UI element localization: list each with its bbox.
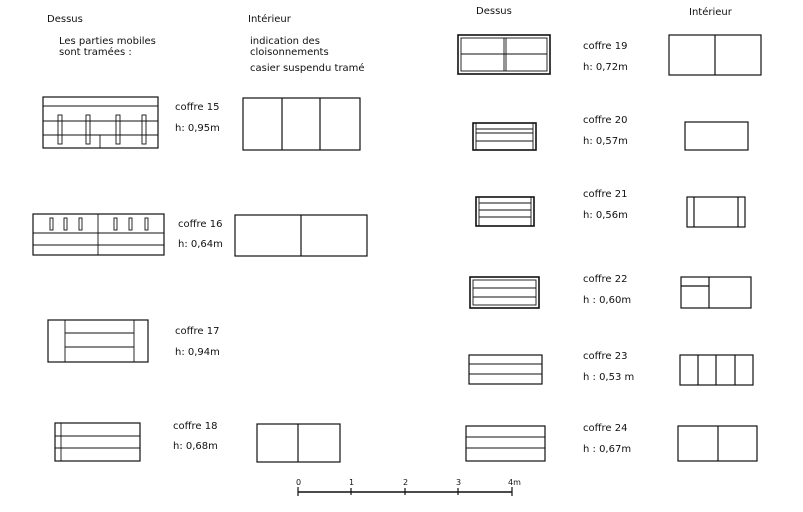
coffre-18-name: coffre 18 xyxy=(173,421,218,432)
coffre-21-dessus xyxy=(476,197,534,226)
coffre-17-dessus xyxy=(48,320,148,362)
coffre-19-name: coffre 19 xyxy=(583,41,628,52)
coffre-23-height: h : 0,53 m xyxy=(583,372,635,383)
coffre-20-dessus xyxy=(473,123,536,150)
coffre-15-dessus xyxy=(43,97,158,148)
coffre-16-name: coffre 16 xyxy=(178,219,223,230)
header-interieur-left: Intérieur xyxy=(248,14,291,25)
coffre-16-interieur xyxy=(235,215,367,256)
note-mobile-line1: Les parties mobiles xyxy=(59,36,156,47)
coffre-16-dessus xyxy=(33,214,164,255)
coffre-21-interieur xyxy=(687,197,745,227)
coffre-18-height: h: 0,68m xyxy=(173,441,218,452)
coffre-24-height: h : 0,67m xyxy=(583,444,632,455)
scale-bar xyxy=(298,487,512,496)
coffre-18-dessus xyxy=(55,423,140,461)
coffre-17-height: h: 0,94m xyxy=(175,347,220,358)
coffre-15-height: h: 0,95m xyxy=(175,123,220,134)
coffre-22-dessus xyxy=(470,277,539,308)
coffre-15-name: coffre 15 xyxy=(175,102,220,113)
scale-tick-0: 0 xyxy=(296,478,302,487)
coffre-19-height: h: 0,72m xyxy=(583,62,628,73)
coffre-21-height: h: 0,56m xyxy=(583,210,628,221)
header-dessus-right: Dessus xyxy=(476,6,512,17)
scale-tick-3: 3 xyxy=(456,478,462,487)
coffre-20-name: coffre 20 xyxy=(583,115,628,126)
scale-tick-4: 4m xyxy=(508,478,521,487)
scale-tick-1: 1 xyxy=(349,478,355,487)
coffre-19-interieur xyxy=(669,35,761,75)
coffre-23-name: coffre 23 xyxy=(583,351,628,362)
coffre-18-interieur xyxy=(257,424,340,462)
note-interior-line3: casier suspendu tramé xyxy=(250,63,365,74)
scale-tick-2: 2 xyxy=(403,478,409,487)
coffre-21-name: coffre 21 xyxy=(583,189,628,200)
coffre-23-interieur xyxy=(680,355,753,385)
coffre-20-height: h: 0,57m xyxy=(583,136,628,147)
coffre-20-interieur xyxy=(685,122,748,150)
header-dessus-left: Dessus xyxy=(47,14,83,25)
note-interior-line2: cloisonnements xyxy=(250,47,329,58)
note-interior-line1: indication des xyxy=(250,36,320,47)
coffre-24-dessus xyxy=(466,426,545,461)
coffre-17-name: coffre 17 xyxy=(175,326,220,337)
note-mobile-line2: sont tramées : xyxy=(59,47,132,58)
coffre-24-name: coffre 24 xyxy=(583,423,628,434)
coffre-22-interieur xyxy=(681,277,751,308)
coffre-22-height: h : 0,60m xyxy=(583,295,632,306)
coffre-22-name: coffre 22 xyxy=(583,274,628,285)
coffre-24-interieur xyxy=(678,426,757,461)
coffre-19-dessus xyxy=(458,35,550,74)
coffre-16-height: h: 0,64m xyxy=(178,239,223,250)
coffre-23-dessus xyxy=(469,355,542,384)
header-interieur-right: Intérieur xyxy=(689,7,732,18)
coffre-15-interieur xyxy=(243,98,360,150)
